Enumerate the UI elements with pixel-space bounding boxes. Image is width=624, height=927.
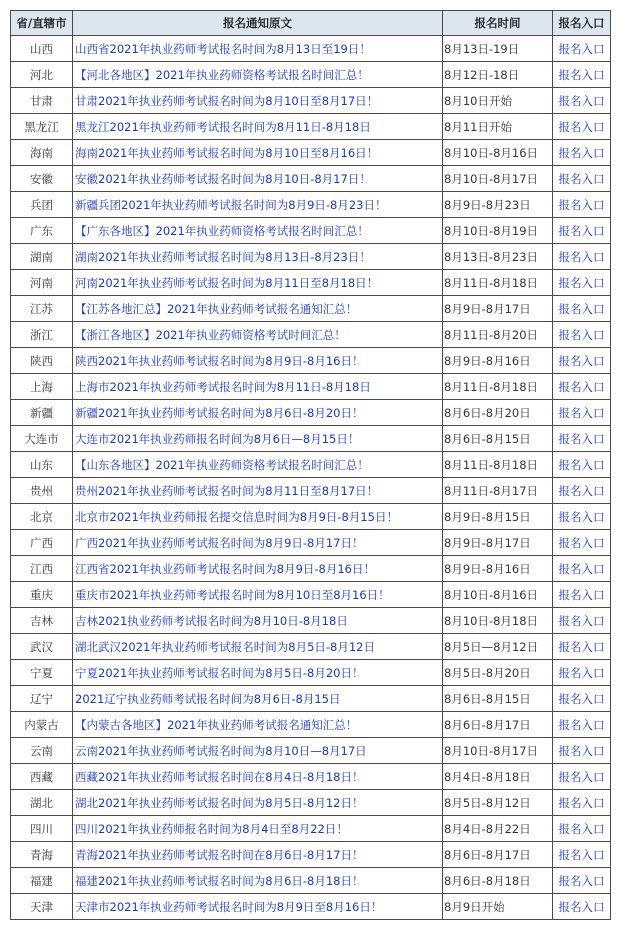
table-row bbox=[11, 270, 611, 296]
notice-link[interactable]: 大连市2021年执业药师报名时间为8月6日—8月15日！ bbox=[75, 431, 360, 446]
province-cell: 西藏 bbox=[11, 764, 73, 790]
notice-link[interactable]: 福建2021年执业药师考试报名时间为8月6日-8月18日！ bbox=[75, 873, 364, 888]
notice-cell bbox=[73, 556, 443, 582]
table-row bbox=[11, 166, 611, 192]
entry-cell bbox=[553, 764, 611, 790]
notice-link[interactable]: 江西省2021年执业药师考试报名时间为8月9日-8月16日！ bbox=[75, 561, 375, 576]
province-cell: 重庆 bbox=[11, 582, 73, 608]
notice-link[interactable]: 湖北武汉2021年执业药师考试报名时间为8月5日-8月12日 bbox=[75, 639, 375, 654]
entry-cell bbox=[553, 400, 611, 426]
table-row bbox=[11, 634, 611, 660]
notice-cell bbox=[73, 88, 443, 114]
notice-link[interactable]: 重庆市2021年执业药师考试报名时间为8月10日至8月16日！ bbox=[75, 587, 390, 602]
registration-entry-link[interactable]: 报名入口 bbox=[558, 249, 605, 264]
registration-time-cell: 8月9日开始 bbox=[443, 894, 553, 920]
registration-entry-link[interactable]: 报名入口 bbox=[558, 197, 605, 212]
province-cell: 黑龙江 bbox=[11, 114, 73, 140]
province-cell: 天津 bbox=[11, 894, 73, 920]
entry-cell bbox=[553, 426, 611, 452]
registration-entry-link[interactable]: 报名入口 bbox=[558, 301, 605, 316]
registration-entry-link[interactable]: 报名入口 bbox=[558, 353, 605, 368]
province-cell: 辽宁 bbox=[11, 686, 73, 712]
province-cell: 陕西 bbox=[11, 348, 73, 374]
registration-entry-link[interactable]: 报名入口 bbox=[558, 509, 605, 524]
registration-entry-link[interactable]: 报名入口 bbox=[558, 93, 605, 108]
notice-link[interactable]: 【内蒙古各地区】2021年执业药师考试报名通知汇总！ bbox=[75, 717, 358, 732]
notice-link[interactable]: 广西2021年执业药师考试报名时间为8月9日-8月17日！ bbox=[75, 535, 364, 550]
entry-cell bbox=[553, 504, 611, 530]
notice-link[interactable]: 上海市2021年执业药师考试报名时间为8月11日-8月18日 bbox=[75, 379, 371, 394]
registration-entry-link[interactable]: 报名入口 bbox=[558, 769, 605, 784]
table-row bbox=[11, 244, 611, 270]
registration-entry-link[interactable]: 报名入口 bbox=[558, 847, 605, 862]
table-row bbox=[11, 218, 611, 244]
table-row bbox=[11, 36, 611, 62]
province-cell: 湖南 bbox=[11, 244, 73, 270]
registration-time-cell: 8月10日-8月17日 bbox=[443, 166, 553, 192]
entry-cell bbox=[553, 114, 611, 140]
registration-time-cell: 8月13日-8月23日 bbox=[443, 244, 553, 270]
province-cell: 北京 bbox=[11, 504, 73, 530]
entry-cell bbox=[553, 738, 611, 764]
header-notice: 报名通知原文 bbox=[73, 11, 443, 36]
entry-cell bbox=[553, 374, 611, 400]
registration-time-cell: 8月4日-8月22日 bbox=[443, 816, 553, 842]
notice-link[interactable]: 云南2021年执业药师考试报名时间为8月10日—8月17日 bbox=[75, 743, 367, 758]
registration-entry-link[interactable]: 报名入口 bbox=[558, 145, 605, 160]
notice-link[interactable]: 【江苏各地汇总】2021年执业药师考试报名通知汇总！ bbox=[75, 301, 358, 316]
notice-link[interactable]: 安徽2021年执业药师考试报名时间为8月10日-8月17日！ bbox=[75, 171, 371, 186]
entry-cell bbox=[553, 348, 611, 374]
province-cell: 湖北 bbox=[11, 790, 73, 816]
notice-cell bbox=[73, 686, 443, 712]
notice-cell bbox=[73, 608, 443, 634]
entry-cell bbox=[553, 452, 611, 478]
table-row bbox=[11, 608, 611, 634]
registration-time-cell: 8月6日-8月20日 bbox=[443, 400, 553, 426]
entry-cell bbox=[553, 556, 611, 582]
registration-time-cell: 8月5日-8月12日 bbox=[443, 790, 553, 816]
registration-time-cell: 8月6日-8月15日 bbox=[443, 426, 553, 452]
notice-link[interactable]: 甘肃2021年执业药师考试报名时间为8月10日至8月17日！ bbox=[75, 93, 379, 108]
notice-cell bbox=[73, 244, 443, 270]
table-row bbox=[11, 452, 611, 478]
notice-cell bbox=[73, 504, 443, 530]
notice-cell bbox=[73, 634, 443, 660]
notice-cell bbox=[73, 868, 443, 894]
notice-link[interactable]: 【浙江各地区】2021年执业药师资格考试时间汇总！ bbox=[75, 327, 346, 342]
province-cell: 云南 bbox=[11, 738, 73, 764]
header-time: 报名时间 bbox=[443, 11, 553, 36]
registration-time-cell: 8月6日-8月18日 bbox=[443, 868, 553, 894]
registration-time-cell: 8月9日-8月16日 bbox=[443, 348, 553, 374]
notice-link[interactable]: 海南2021年执业药师考试报名时间为8月10日至8月16日！ bbox=[75, 145, 379, 160]
table-row bbox=[11, 842, 611, 868]
notice-cell bbox=[73, 270, 443, 296]
registration-entry-link[interactable]: 报名入口 bbox=[558, 41, 605, 56]
registration-time-cell: 8月10日-8月19日 bbox=[443, 218, 553, 244]
table-row bbox=[11, 114, 611, 140]
table-row bbox=[11, 140, 611, 166]
notice-link[interactable]: 吉林2021执业药师考试报名时间为8月10日-8月18日 bbox=[75, 613, 348, 628]
table-row bbox=[11, 660, 611, 686]
table-row bbox=[11, 62, 611, 88]
registration-entry-link[interactable]: 报名入口 bbox=[558, 275, 605, 290]
notice-link[interactable]: 湖北2021年执业药师考试报名时间为8月5日-8月12日！ bbox=[75, 795, 364, 810]
entry-cell bbox=[553, 582, 611, 608]
registration-time-cell: 8月11日-8月18日 bbox=[443, 270, 553, 296]
entry-cell bbox=[553, 192, 611, 218]
entry-cell bbox=[553, 244, 611, 270]
province-cell: 山东 bbox=[11, 452, 73, 478]
province-cell: 海南 bbox=[11, 140, 73, 166]
header-province: 省/直辖市 bbox=[11, 11, 73, 36]
notice-cell bbox=[73, 348, 443, 374]
registration-entry-link[interactable]: 报名入口 bbox=[558, 171, 605, 186]
province-cell: 兵团 bbox=[11, 192, 73, 218]
entry-cell bbox=[553, 842, 611, 868]
registration-time-cell: 8月12日-18日 bbox=[443, 62, 553, 88]
notice-cell bbox=[73, 218, 443, 244]
registration-time-cell: 8月10日-8月16日 bbox=[443, 140, 553, 166]
table-row bbox=[11, 556, 611, 582]
entry-cell bbox=[553, 894, 611, 920]
entry-cell bbox=[553, 608, 611, 634]
notice-cell bbox=[73, 816, 443, 842]
registration-time-cell: 8月5日—8月12日 bbox=[443, 634, 553, 660]
province-cell: 吉林 bbox=[11, 608, 73, 634]
notice-cell bbox=[73, 322, 443, 348]
notice-cell bbox=[73, 192, 443, 218]
table-row bbox=[11, 582, 611, 608]
province-cell: 上海 bbox=[11, 374, 73, 400]
province-cell: 浙江 bbox=[11, 322, 73, 348]
province-cell: 福建 bbox=[11, 868, 73, 894]
entry-cell bbox=[553, 218, 611, 244]
table-row bbox=[11, 400, 611, 426]
table-row bbox=[11, 322, 611, 348]
notice-cell bbox=[73, 114, 443, 140]
registration-time-cell: 8月9日-8月17日 bbox=[443, 530, 553, 556]
registration-entry-link[interactable]: 报名入口 bbox=[558, 119, 605, 134]
province-cell: 内蒙古 bbox=[11, 712, 73, 738]
registration-entry-link[interactable]: 报名入口 bbox=[558, 717, 605, 732]
notice-link[interactable]: 【河北各地区】2021年执业药师资格考试报名时间汇总！ bbox=[75, 67, 369, 82]
province-cell: 四川 bbox=[11, 816, 73, 842]
table-row bbox=[11, 426, 611, 452]
registration-time-cell: 8月11日-8月17日 bbox=[443, 478, 553, 504]
table-row bbox=[11, 816, 611, 842]
notice-cell bbox=[73, 62, 443, 88]
notice-cell bbox=[73, 738, 443, 764]
province-cell: 江西 bbox=[11, 556, 73, 582]
entry-cell bbox=[553, 868, 611, 894]
province-cell: 江苏 bbox=[11, 296, 73, 322]
table-row bbox=[11, 894, 611, 920]
province-cell: 甘肃 bbox=[11, 88, 73, 114]
registration-entry-link[interactable]: 报名入口 bbox=[558, 223, 605, 238]
registration-time-cell: 8月11日开始 bbox=[443, 114, 553, 140]
registration-time-cell: 8月9日-8月15日 bbox=[443, 504, 553, 530]
registration-entry-link[interactable]: 报名入口 bbox=[558, 639, 605, 654]
header-entry: 报名入口 bbox=[553, 11, 611, 36]
entry-cell bbox=[553, 270, 611, 296]
entry-cell bbox=[553, 686, 611, 712]
notice-cell bbox=[73, 478, 443, 504]
registration-time-cell: 8月13日-19日 bbox=[443, 36, 553, 62]
table-row bbox=[11, 504, 611, 530]
notice-cell bbox=[73, 530, 443, 556]
table-row bbox=[11, 478, 611, 504]
province-cell: 河南 bbox=[11, 270, 73, 296]
entry-cell bbox=[553, 296, 611, 322]
table-row bbox=[11, 764, 611, 790]
registration-entry-link[interactable]: 报名入口 bbox=[558, 743, 605, 758]
registration-entry-link[interactable]: 报名入口 bbox=[558, 561, 605, 576]
registration-time-cell: 8月9日-8月23日 bbox=[443, 192, 553, 218]
table-row bbox=[11, 530, 611, 556]
notice-link[interactable]: 贵州2021年执业药师考试报名时间为8月11日至8月17日！ bbox=[75, 483, 379, 498]
province-cell: 贵州 bbox=[11, 478, 73, 504]
registration-entry-link[interactable]: 报名入口 bbox=[558, 483, 605, 498]
notice-link[interactable]: 青海2021年执业药师考试报名时间在8月6日-8月17日！ bbox=[75, 847, 364, 862]
notice-link[interactable]: 河南2021年执业药师考试报名时间为8月11日至8月18日！ bbox=[75, 275, 379, 290]
table-row bbox=[11, 296, 611, 322]
notice-cell bbox=[73, 140, 443, 166]
registration-entry-link[interactable]: 报名入口 bbox=[558, 457, 605, 472]
table-row bbox=[11, 738, 611, 764]
notice-cell bbox=[73, 790, 443, 816]
registration-time-cell: 8月11日-8月18日 bbox=[443, 374, 553, 400]
entry-cell bbox=[553, 712, 611, 738]
province-cell: 广西 bbox=[11, 530, 73, 556]
registration-entry-link[interactable]: 报名入口 bbox=[558, 405, 605, 420]
table-row bbox=[11, 374, 611, 400]
notice-link[interactable]: 四川2021年执业药师报名时间为8月4日至8月22日！ bbox=[75, 821, 348, 836]
registration-entry-link[interactable]: 报名入口 bbox=[558, 691, 605, 706]
notice-cell bbox=[73, 842, 443, 868]
notice-cell bbox=[73, 166, 443, 192]
registration-time-cell: 8月11日-8月18日 bbox=[443, 452, 553, 478]
registration-time-cell: 8月4日-8月18日 bbox=[443, 764, 553, 790]
table-row bbox=[11, 348, 611, 374]
registration-entry-link[interactable]: 报名入口 bbox=[558, 535, 605, 550]
registration-table-wrapper bbox=[10, 10, 610, 920]
registration-time-cell: 8月6日-8月17日 bbox=[443, 842, 553, 868]
table-row bbox=[11, 712, 611, 738]
entry-cell bbox=[553, 660, 611, 686]
notice-link[interactable]: 【山东各地区】2021年执业药师资格考试报名时间汇总！ bbox=[75, 457, 369, 472]
notice-link[interactable]: 北京市2021年执业药师报名提交信息时间为8月9日-8月15日！ bbox=[75, 509, 398, 524]
entry-cell bbox=[553, 634, 611, 660]
notice-link[interactable]: 新疆2021年执业药师考试报名时间为8月6日-8月20日！ bbox=[75, 405, 364, 420]
notice-link[interactable]: 新疆兵团2021年执业药师考试报名时间为8月9日-8月23日！ bbox=[75, 197, 387, 212]
registration-entry-link[interactable]: 报名入口 bbox=[558, 821, 605, 836]
registration-time-cell: 8月6日-8月15日 bbox=[443, 686, 553, 712]
registration-entry-link[interactable]: 报名入口 bbox=[558, 327, 605, 342]
registration-entry-link[interactable]: 报名入口 bbox=[558, 67, 605, 82]
registration-time-cell: 8月10日-8月17日 bbox=[443, 738, 553, 764]
registration-entry-link[interactable]: 报名入口 bbox=[558, 665, 605, 680]
province-cell: 大连市 bbox=[11, 426, 73, 452]
notice-link[interactable]: 天津市2021年执业药师考试报名时间为8月9日至8月16日！ bbox=[75, 899, 383, 914]
table-body bbox=[11, 36, 611, 920]
notice-cell bbox=[73, 894, 443, 920]
registration-entry-link[interactable]: 报名入口 bbox=[558, 431, 605, 446]
notice-link[interactable]: 山西省2021年执业药师考试报名时间为8月13日至19日！ bbox=[75, 41, 371, 56]
registration-entry-link[interactable]: 报名入口 bbox=[558, 587, 605, 602]
notice-link[interactable]: 黑龙江2021年执业药师考试报名时间为8月11日-8月18日 bbox=[75, 119, 371, 134]
registration-time-cell: 8月5日-8月20日 bbox=[443, 660, 553, 686]
registration-table bbox=[10, 10, 611, 920]
notice-link[interactable]: 湖南2021年执业药师考试报名时间为8月13日-8月23日！ bbox=[75, 249, 371, 264]
notice-link[interactable]: 陕西2021年执业药师考试报名时间为8月9日-8月16日！ bbox=[75, 353, 364, 368]
registration-entry-link[interactable]: 报名入口 bbox=[558, 379, 605, 394]
notice-cell bbox=[73, 712, 443, 738]
entry-cell bbox=[553, 88, 611, 114]
registration-time-cell: 8月10日-8月18日 bbox=[443, 608, 553, 634]
registration-time-cell: 8月10日-8月16日 bbox=[443, 582, 553, 608]
entry-cell bbox=[553, 816, 611, 842]
province-cell: 青海 bbox=[11, 842, 73, 868]
entry-cell bbox=[553, 478, 611, 504]
registration-entry-link[interactable]: 报名入口 bbox=[558, 899, 605, 914]
entry-cell bbox=[553, 530, 611, 556]
notice-link[interactable]: 【广东各地区】2021年执业药师资格考试报名时间汇总！ bbox=[75, 223, 369, 238]
notice-cell bbox=[73, 764, 443, 790]
table-row bbox=[11, 686, 611, 712]
entry-cell bbox=[553, 62, 611, 88]
registration-entry-link[interactable]: 报名入口 bbox=[558, 613, 605, 628]
notice-link[interactable]: 西藏2021年执业药师考试报名时间在8月4日-8月18日！ bbox=[75, 769, 364, 784]
province-cell: 山西 bbox=[11, 36, 73, 62]
province-cell: 安徽 bbox=[11, 166, 73, 192]
notice-cell bbox=[73, 296, 443, 322]
notice-cell bbox=[73, 582, 443, 608]
entry-cell bbox=[553, 790, 611, 816]
table-header-row bbox=[11, 11, 611, 36]
table-row bbox=[11, 192, 611, 218]
notice-cell bbox=[73, 452, 443, 478]
entry-cell bbox=[553, 166, 611, 192]
registration-time-cell: 8月6日-8月17日 bbox=[443, 712, 553, 738]
province-cell: 新疆 bbox=[11, 400, 73, 426]
notice-cell bbox=[73, 426, 443, 452]
province-cell: 河北 bbox=[11, 62, 73, 88]
notice-cell bbox=[73, 374, 443, 400]
notice-link[interactable]: 2021辽宁执业药师考试报名时间为8月6日-8月15日 bbox=[75, 691, 341, 706]
registration-time-cell: 8月9日-8月16日 bbox=[443, 556, 553, 582]
entry-cell bbox=[553, 322, 611, 348]
registration-time-cell: 8月11日-8月20日 bbox=[443, 322, 553, 348]
registration-entry-link[interactable]: 报名入口 bbox=[558, 873, 605, 888]
registration-entry-link[interactable]: 报名入口 bbox=[558, 795, 605, 810]
table-row bbox=[11, 790, 611, 816]
entry-cell bbox=[553, 140, 611, 166]
notice-cell bbox=[73, 400, 443, 426]
province-cell: 武汉 bbox=[11, 634, 73, 660]
registration-time-cell: 8月9日-8月17日 bbox=[443, 296, 553, 322]
table-row bbox=[11, 88, 611, 114]
table-row bbox=[11, 868, 611, 894]
notice-cell bbox=[73, 36, 443, 62]
province-cell: 广东 bbox=[11, 218, 73, 244]
entry-cell bbox=[553, 36, 611, 62]
notice-cell bbox=[73, 660, 443, 686]
province-cell: 宁夏 bbox=[11, 660, 73, 686]
registration-time-cell: 8月10日开始 bbox=[443, 88, 553, 114]
notice-link[interactable]: 宁夏2021年执业药师考试报名时间为8月5日-8月20日！ bbox=[75, 665, 364, 680]
